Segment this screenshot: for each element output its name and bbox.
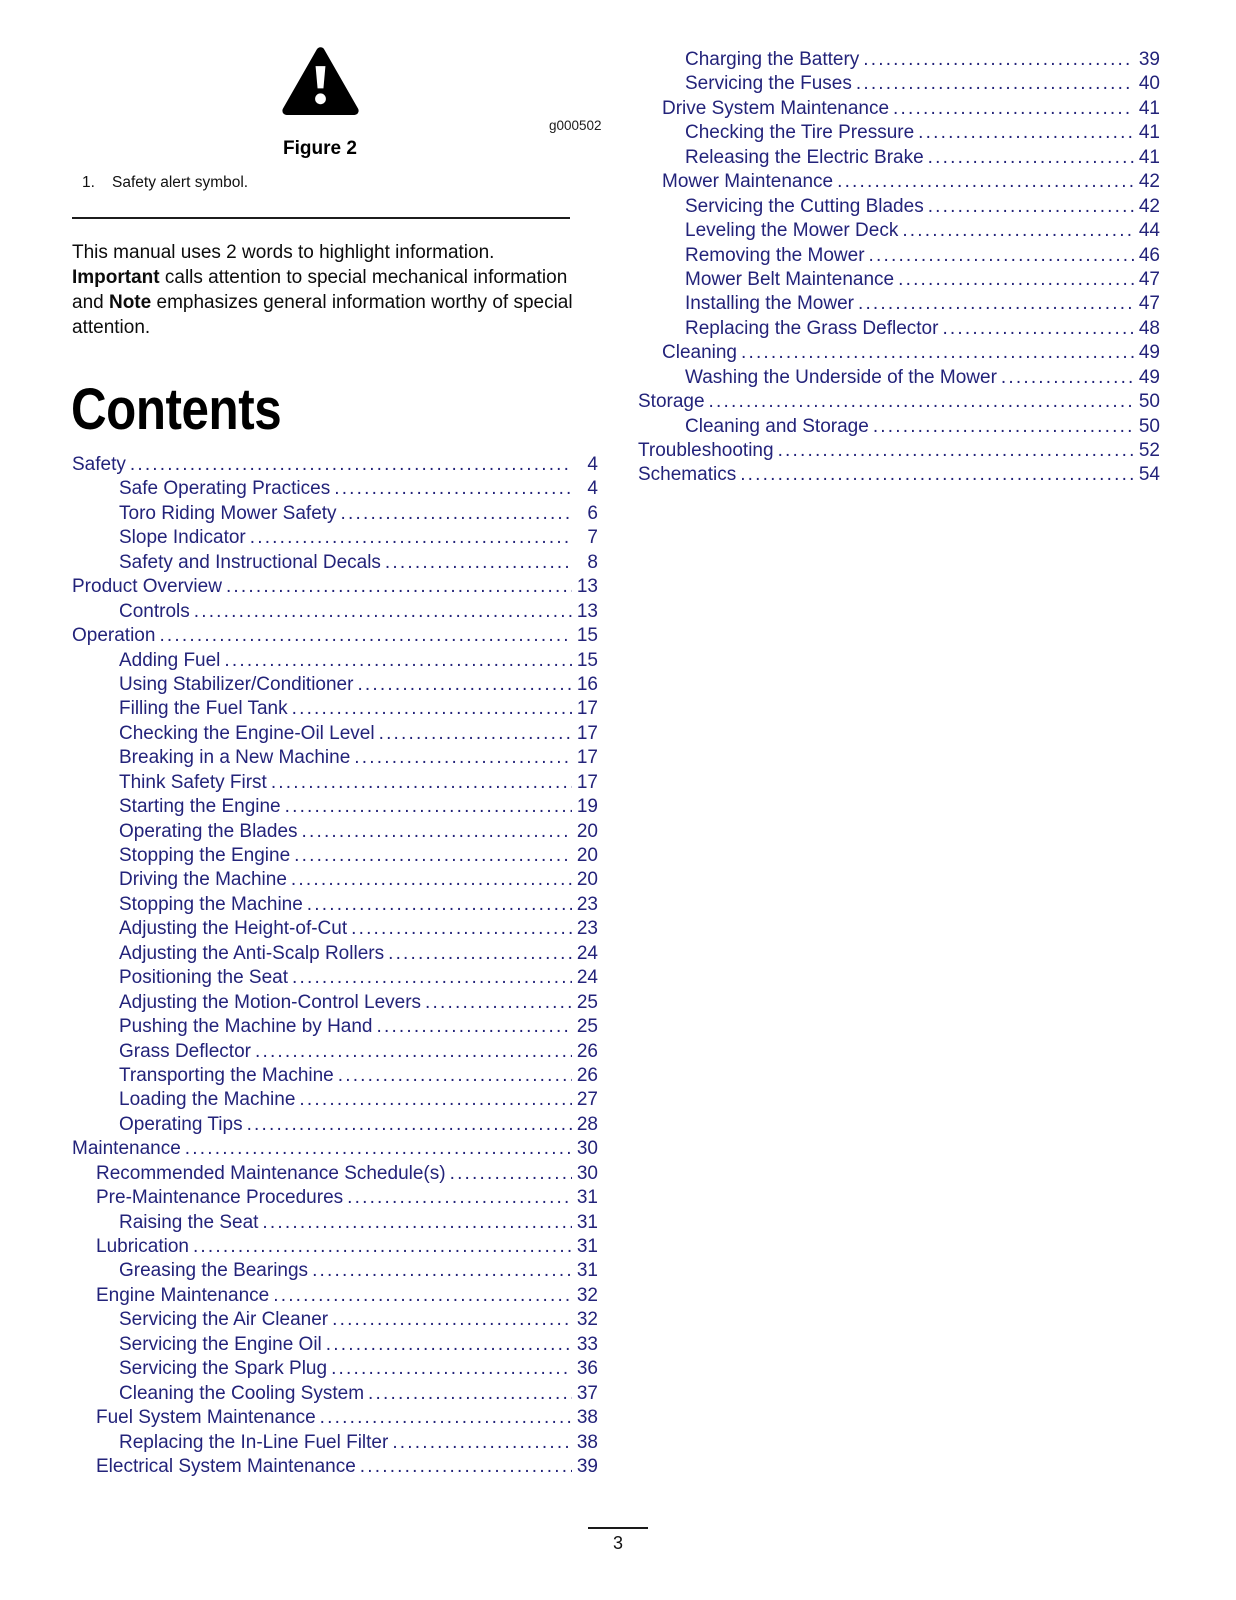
toc-entry-title: Adjusting the Height-of-Cut (119, 918, 348, 940)
toc-entry-title: Servicing the Fuses (685, 73, 852, 95)
toc-entry-title: Transporting the Machine (119, 1064, 334, 1086)
figure-legend-item (82, 173, 248, 193)
toc-entry-page: 44 (1138, 220, 1160, 242)
dot-leader (856, 72, 1134, 96)
toc-entry-page: 25 (576, 991, 598, 1013)
intro-paragraph (72, 240, 577, 340)
dot-leader (863, 48, 1134, 72)
toc-entry-page: 19 (576, 796, 598, 818)
toc-entry-page: 28 (576, 1113, 598, 1135)
dot-leader (292, 966, 572, 990)
dot-leader (837, 170, 1134, 194)
toc-entry[interactable] (72, 1431, 598, 1455)
dot-leader (341, 502, 572, 526)
dot-leader (312, 1259, 572, 1283)
right-column (638, 48, 1160, 548)
dot-leader (292, 697, 572, 721)
toc-entry[interactable] (72, 1259, 598, 1283)
dot-leader (869, 244, 1134, 268)
toc-entry-page: 50 (1138, 391, 1160, 413)
intro-bold-important: Important (72, 267, 160, 288)
toc-entry[interactable] (72, 966, 598, 990)
dot-leader (1001, 366, 1134, 390)
toc-entry-page: 41 (1138, 122, 1160, 144)
toc-entry[interactable] (72, 1113, 598, 1137)
dot-leader (271, 771, 572, 795)
dot-leader (740, 463, 1134, 487)
toc-entry-title: Stopping the Engine (119, 845, 291, 866)
toc-entry-page: 30 (576, 1138, 598, 1160)
toc-entry[interactable] (72, 1088, 598, 1112)
dot-leader (354, 746, 572, 770)
toc-entry-title: Schematics (638, 464, 737, 486)
toc-entry-title: Positioning the Seat (119, 967, 289, 989)
section-divider (72, 217, 570, 219)
toc-entry-title: Greasing the Bearings (119, 1260, 309, 1282)
toc-entry[interactable] (72, 991, 598, 1015)
toc-entry-title: Releasing the Electric Brake (685, 146, 924, 168)
toc-entry-title: Cleaning (662, 342, 737, 364)
toc-entry[interactable] (72, 600, 598, 624)
toc-entry-page: 6 (587, 502, 598, 524)
toc-entry-title: Controls (119, 600, 190, 622)
toc-entry-page: 20 (576, 820, 598, 842)
dot-leader (873, 415, 1134, 439)
toc-entry[interactable] (72, 1235, 598, 1259)
dot-leader (159, 624, 572, 648)
toc-entry[interactable] (638, 219, 1160, 243)
toc-entry-title: Servicing the Air Cleaner (119, 1309, 329, 1331)
toc-entry-title: Operating Tips (119, 1113, 243, 1135)
toc-entry-title: Charging the Battery (685, 49, 860, 70)
toc-entry-page: 16 (576, 673, 598, 695)
toc-entry[interactable] (72, 722, 598, 746)
toc-entry[interactable] (72, 1406, 598, 1430)
dot-leader (307, 893, 572, 917)
toc-entry-title: Loading the Machine (119, 1089, 296, 1111)
toc-entry[interactable] (638, 341, 1160, 365)
toc-entry[interactable] (72, 1186, 598, 1210)
toc-entry-title: Adjusting the Anti-Scalp Rollers (119, 942, 385, 964)
toc-entry-page: 47 (1138, 293, 1160, 315)
toc-entry[interactable] (72, 1308, 598, 1332)
toc-entry-title: Maintenance (72, 1138, 181, 1160)
toc-entry-title: Adding Fuel (119, 649, 221, 671)
toc-entry-page: 13 (576, 600, 598, 622)
page-footer (0, 1527, 1236, 1553)
toc-entry-page: 36 (576, 1358, 598, 1380)
dot-leader (425, 991, 572, 1015)
toc-entry[interactable] (72, 551, 598, 575)
toc-entry-title: Checking the Tire Pressure (685, 122, 915, 144)
dot-leader (388, 942, 572, 966)
toc-entry[interactable] (638, 48, 1160, 72)
toc-entry[interactable] (638, 366, 1160, 390)
toc-entry[interactable] (72, 477, 598, 501)
toc-entry-title: Leveling the Mower Deck (685, 220, 899, 242)
figure-caption: Figure 2 (283, 138, 357, 159)
toc-entry-title: Driving the Machine (119, 869, 287, 891)
dot-leader (250, 526, 572, 550)
toc-entry[interactable] (638, 390, 1160, 414)
page-number: 3 (612, 1533, 623, 1553)
toc-entry[interactable] (72, 1040, 598, 1064)
dot-leader (898, 268, 1134, 292)
toc-entry[interactable] (638, 292, 1160, 316)
toc-entry-page: 47 (1138, 268, 1160, 290)
dot-leader (332, 1308, 572, 1332)
dot-leader (379, 722, 572, 746)
toc-entry[interactable] (72, 453, 598, 477)
toc-entry[interactable] (72, 502, 598, 526)
toc-entry-title: Servicing the Engine Oil (119, 1333, 322, 1355)
dot-leader (741, 341, 1134, 365)
figure-2-block (240, 45, 400, 161)
toc-entry-page: 39 (1138, 49, 1160, 70)
toc-entry-page: 17 (576, 771, 598, 793)
toc-entry-page: 24 (576, 942, 598, 964)
toc-entry-title: Raising the Seat (119, 1211, 259, 1233)
toc-entry-title: Adjusting the Motion-Control Levers (119, 991, 422, 1013)
toc-entry-title: Replacing the Grass Deflector (685, 317, 939, 339)
toc-entry[interactable] (72, 1382, 598, 1406)
toc-entry-title: Stopping the Machine (119, 893, 303, 915)
toc-entry-title: Mower Maintenance (662, 171, 834, 193)
toc-entry[interactable] (72, 844, 598, 868)
toc-entry-page: 17 (576, 747, 598, 769)
toc-entry-page: 7 (587, 527, 598, 549)
toc-entry-title: Drive System Maintenance (662, 97, 890, 119)
toc-entry[interactable] (72, 820, 598, 844)
toc-entry-page: 42 (1138, 195, 1160, 217)
toc-entry-page: 41 (1138, 97, 1160, 119)
toc-entry[interactable] (72, 1357, 598, 1381)
dot-leader (709, 390, 1134, 414)
toc-entry[interactable] (72, 771, 598, 795)
toc-entry-page: 39 (576, 1455, 598, 1477)
toc-entry-page: 17 (576, 698, 598, 720)
toc-entry[interactable] (72, 697, 598, 721)
toc-entry-title: Checking the Engine-Oil Level (119, 722, 375, 744)
left-column (71, 45, 602, 1490)
toc-entry-page: 40 (1138, 73, 1160, 95)
toc-entry-page: 13 (576, 576, 598, 598)
toc-entry[interactable] (72, 1211, 598, 1235)
toc-entry-page: 27 (576, 1089, 598, 1111)
toc-entry-page: 15 (576, 649, 598, 671)
toc-right-column (638, 48, 1160, 488)
dot-leader (185, 1137, 572, 1161)
toc-entry-page: 42 (1138, 171, 1160, 193)
dot-leader (357, 673, 572, 697)
intro-text-segment: calls attention to special mechanical information and (72, 267, 568, 313)
toc-entry-title: Slope Indicator (119, 527, 246, 549)
toc-entry-title: Product Overview (72, 576, 222, 598)
toc-entry-page: 31 (576, 1187, 598, 1209)
dot-leader (262, 1211, 572, 1235)
toc-entry-title: Lubrication (96, 1236, 189, 1257)
footer-rule (588, 1527, 648, 1529)
dot-leader (893, 97, 1134, 121)
toc-entry[interactable] (638, 195, 1160, 219)
dot-leader (385, 551, 572, 575)
toc-entry-page: 17 (576, 722, 598, 744)
dot-leader (302, 820, 572, 844)
dot-leader (347, 1186, 572, 1210)
toc-entry[interactable] (72, 1064, 598, 1088)
toc-entry-page: 31 (576, 1211, 598, 1233)
toc-entry[interactable] (638, 97, 1160, 121)
toc-entry[interactable] (72, 917, 598, 941)
toc-entry[interactable] (72, 1284, 598, 1308)
toc-entry-title: Grass Deflector (119, 1040, 251, 1062)
dot-leader (778, 439, 1134, 463)
toc-left-column (72, 453, 598, 1479)
contents-heading: Contents (71, 377, 282, 442)
dot-leader (255, 1040, 572, 1064)
toc-entry-title: Filling the Fuel Tank (119, 698, 288, 720)
dot-leader (918, 121, 1134, 145)
toc-entry-page: 30 (576, 1162, 598, 1184)
toc-entry[interactable] (638, 72, 1160, 96)
toc-entry-page: 38 (576, 1407, 598, 1429)
toc-entry-page: 20 (576, 845, 598, 866)
toc-entry[interactable] (72, 649, 598, 673)
toc-entry[interactable] (638, 439, 1160, 463)
figure-credit: g000502 (549, 118, 602, 133)
dot-leader (928, 195, 1134, 219)
toc-entry-page: 25 (576, 1016, 598, 1038)
toc-entry-page: 49 (1138, 366, 1160, 388)
toc-entry-page: 26 (576, 1040, 598, 1062)
toc-entry-title: Recommended Maintenance Schedule(s) (96, 1162, 446, 1184)
toc-entry-title: Electrical System Maintenance (96, 1455, 356, 1477)
toc-entry-page: 4 (587, 454, 598, 475)
toc-entry[interactable] (72, 624, 598, 648)
toc-entry-title: Safety and Instructional Decals (119, 551, 381, 573)
toc-entry-title: Fuel System Maintenance (96, 1407, 316, 1429)
dot-leader (193, 1235, 572, 1259)
dot-leader (224, 649, 572, 673)
toc-entry[interactable] (638, 146, 1160, 170)
toc-entry-page: 8 (587, 551, 598, 573)
toc-entry-title: Washing the Underside of the Mower (685, 366, 997, 388)
dot-leader (942, 317, 1134, 341)
toc-entry[interactable] (638, 268, 1160, 292)
dot-leader (273, 1284, 572, 1308)
toc-entry-title: Cleaning and Storage (685, 415, 869, 437)
toc-entry-title: Mower Belt Maintenance (685, 268, 895, 290)
toc-entry-page: 52 (1138, 440, 1160, 461)
dot-leader (338, 1064, 572, 1088)
toc-entry-title: Engine Maintenance (96, 1284, 270, 1306)
toc-entry[interactable] (638, 317, 1160, 341)
toc-entry-page: 38 (576, 1431, 598, 1453)
toc-entry-page: 41 (1138, 146, 1160, 168)
toc-entry-title: Servicing the Cutting Blades (685, 195, 924, 217)
toc-entry-title: Troubleshooting (638, 440, 774, 461)
toc-entry[interactable] (72, 1137, 598, 1161)
toc-entry-title: Using Stabilizer/Conditioner (119, 673, 354, 695)
toc-entry[interactable] (638, 121, 1160, 145)
toc-entry-title: Storage (638, 391, 705, 413)
intro-text-segment: emphasizes general information worthy of special attention. (72, 292, 573, 338)
safety-alert-triangle-icon (282, 45, 359, 118)
dot-leader (291, 868, 572, 892)
dot-leader (858, 292, 1134, 316)
toc-entry-title: Operating the Blades (119, 820, 298, 842)
toc-entry-title: Pushing the Machine by Hand (119, 1016, 373, 1038)
toc-entry[interactable] (72, 575, 598, 599)
dot-leader (320, 1406, 572, 1430)
dot-leader (368, 1382, 572, 1406)
dot-leader (299, 1088, 572, 1112)
toc-entry[interactable] (72, 942, 598, 966)
dot-leader (247, 1113, 572, 1137)
intro-bold-note: Note (108, 292, 152, 313)
toc-entry[interactable] (638, 415, 1160, 439)
toc-entry-page: 46 (1138, 244, 1160, 266)
toc-entry-page: 32 (576, 1284, 598, 1306)
dot-leader (377, 1015, 573, 1039)
toc-entry-title: Think Safety First (119, 771, 267, 793)
toc-entry[interactable] (72, 1015, 598, 1039)
dot-leader (130, 453, 572, 477)
legend-item-number: 1. (82, 174, 95, 191)
toc-entry[interactable] (638, 244, 1160, 268)
toc-entry-page: 33 (576, 1333, 598, 1355)
toc-entry-page: 31 (576, 1260, 598, 1282)
dot-leader (450, 1162, 572, 1186)
toc-entry-page: 4 (587, 478, 598, 500)
toc-entry[interactable] (72, 1333, 598, 1357)
dot-leader (351, 917, 572, 941)
toc-entry-title: Pre-Maintenance Procedures (96, 1187, 344, 1209)
dot-leader (331, 1357, 572, 1381)
toc-entry-page: 37 (576, 1382, 598, 1404)
toc-entry-title: Toro Riding Mower Safety (119, 502, 337, 524)
dot-leader (226, 575, 572, 599)
toc-entry[interactable] (72, 526, 598, 550)
dot-leader (326, 1333, 572, 1357)
toc-entry-title: Removing the Mower (685, 244, 865, 266)
toc-entry-page: 26 (576, 1064, 598, 1086)
toc-entry-page: 23 (576, 893, 598, 915)
toc-entry-title: Replacing the In-Line Fuel Filter (119, 1431, 389, 1453)
toc-entry[interactable] (72, 673, 598, 697)
toc-entry-page: 32 (576, 1309, 598, 1331)
toc-entry-title: Servicing the Spark Plug (119, 1358, 328, 1380)
toc-entry-title: Breaking in a New Machine (119, 747, 351, 769)
toc-entry-page: 54 (1138, 464, 1160, 486)
dot-leader (194, 600, 572, 624)
toc-entry-page: 15 (576, 625, 598, 647)
toc-entry[interactable] (72, 893, 598, 917)
dot-leader (294, 844, 572, 868)
toc-entry-title: Installing the Mower (685, 293, 854, 315)
toc-entry-page: 49 (1138, 342, 1160, 364)
toc-entry[interactable] (638, 463, 1160, 487)
dot-leader (392, 1431, 572, 1455)
toc-entry-page: 50 (1138, 415, 1160, 437)
toc-entry-title: Cleaning the Cooling System (119, 1382, 365, 1404)
toc-entry-page: 31 (576, 1236, 598, 1257)
toc-entry-page: 48 (1138, 317, 1160, 339)
dot-leader (902, 219, 1134, 243)
toc-entry-title: Safe Operating Practices (119, 478, 331, 500)
toc-entry[interactable] (72, 868, 598, 892)
legend-item-text: Safety alert symbol. (112, 174, 249, 191)
toc-entry-page: 20 (576, 869, 598, 891)
toc-entry[interactable] (72, 1162, 598, 1186)
toc-entry[interactable] (72, 746, 598, 770)
toc-entry-title: Safety (72, 454, 126, 475)
toc-entry-page: 23 (576, 918, 598, 940)
toc-entry[interactable] (72, 795, 598, 819)
toc-entry-title: Operation (72, 625, 156, 647)
dot-leader (334, 477, 572, 501)
dot-leader (285, 795, 572, 819)
dot-leader (928, 146, 1134, 170)
toc-entry-title: Starting the Engine (119, 796, 281, 818)
toc-entry[interactable] (72, 1455, 598, 1479)
dot-leader (360, 1455, 572, 1479)
toc-entry-page: 24 (576, 967, 598, 989)
toc-entry[interactable] (638, 170, 1160, 194)
intro-text-segment: This manual uses 2 words to highlight information. (72, 242, 495, 263)
